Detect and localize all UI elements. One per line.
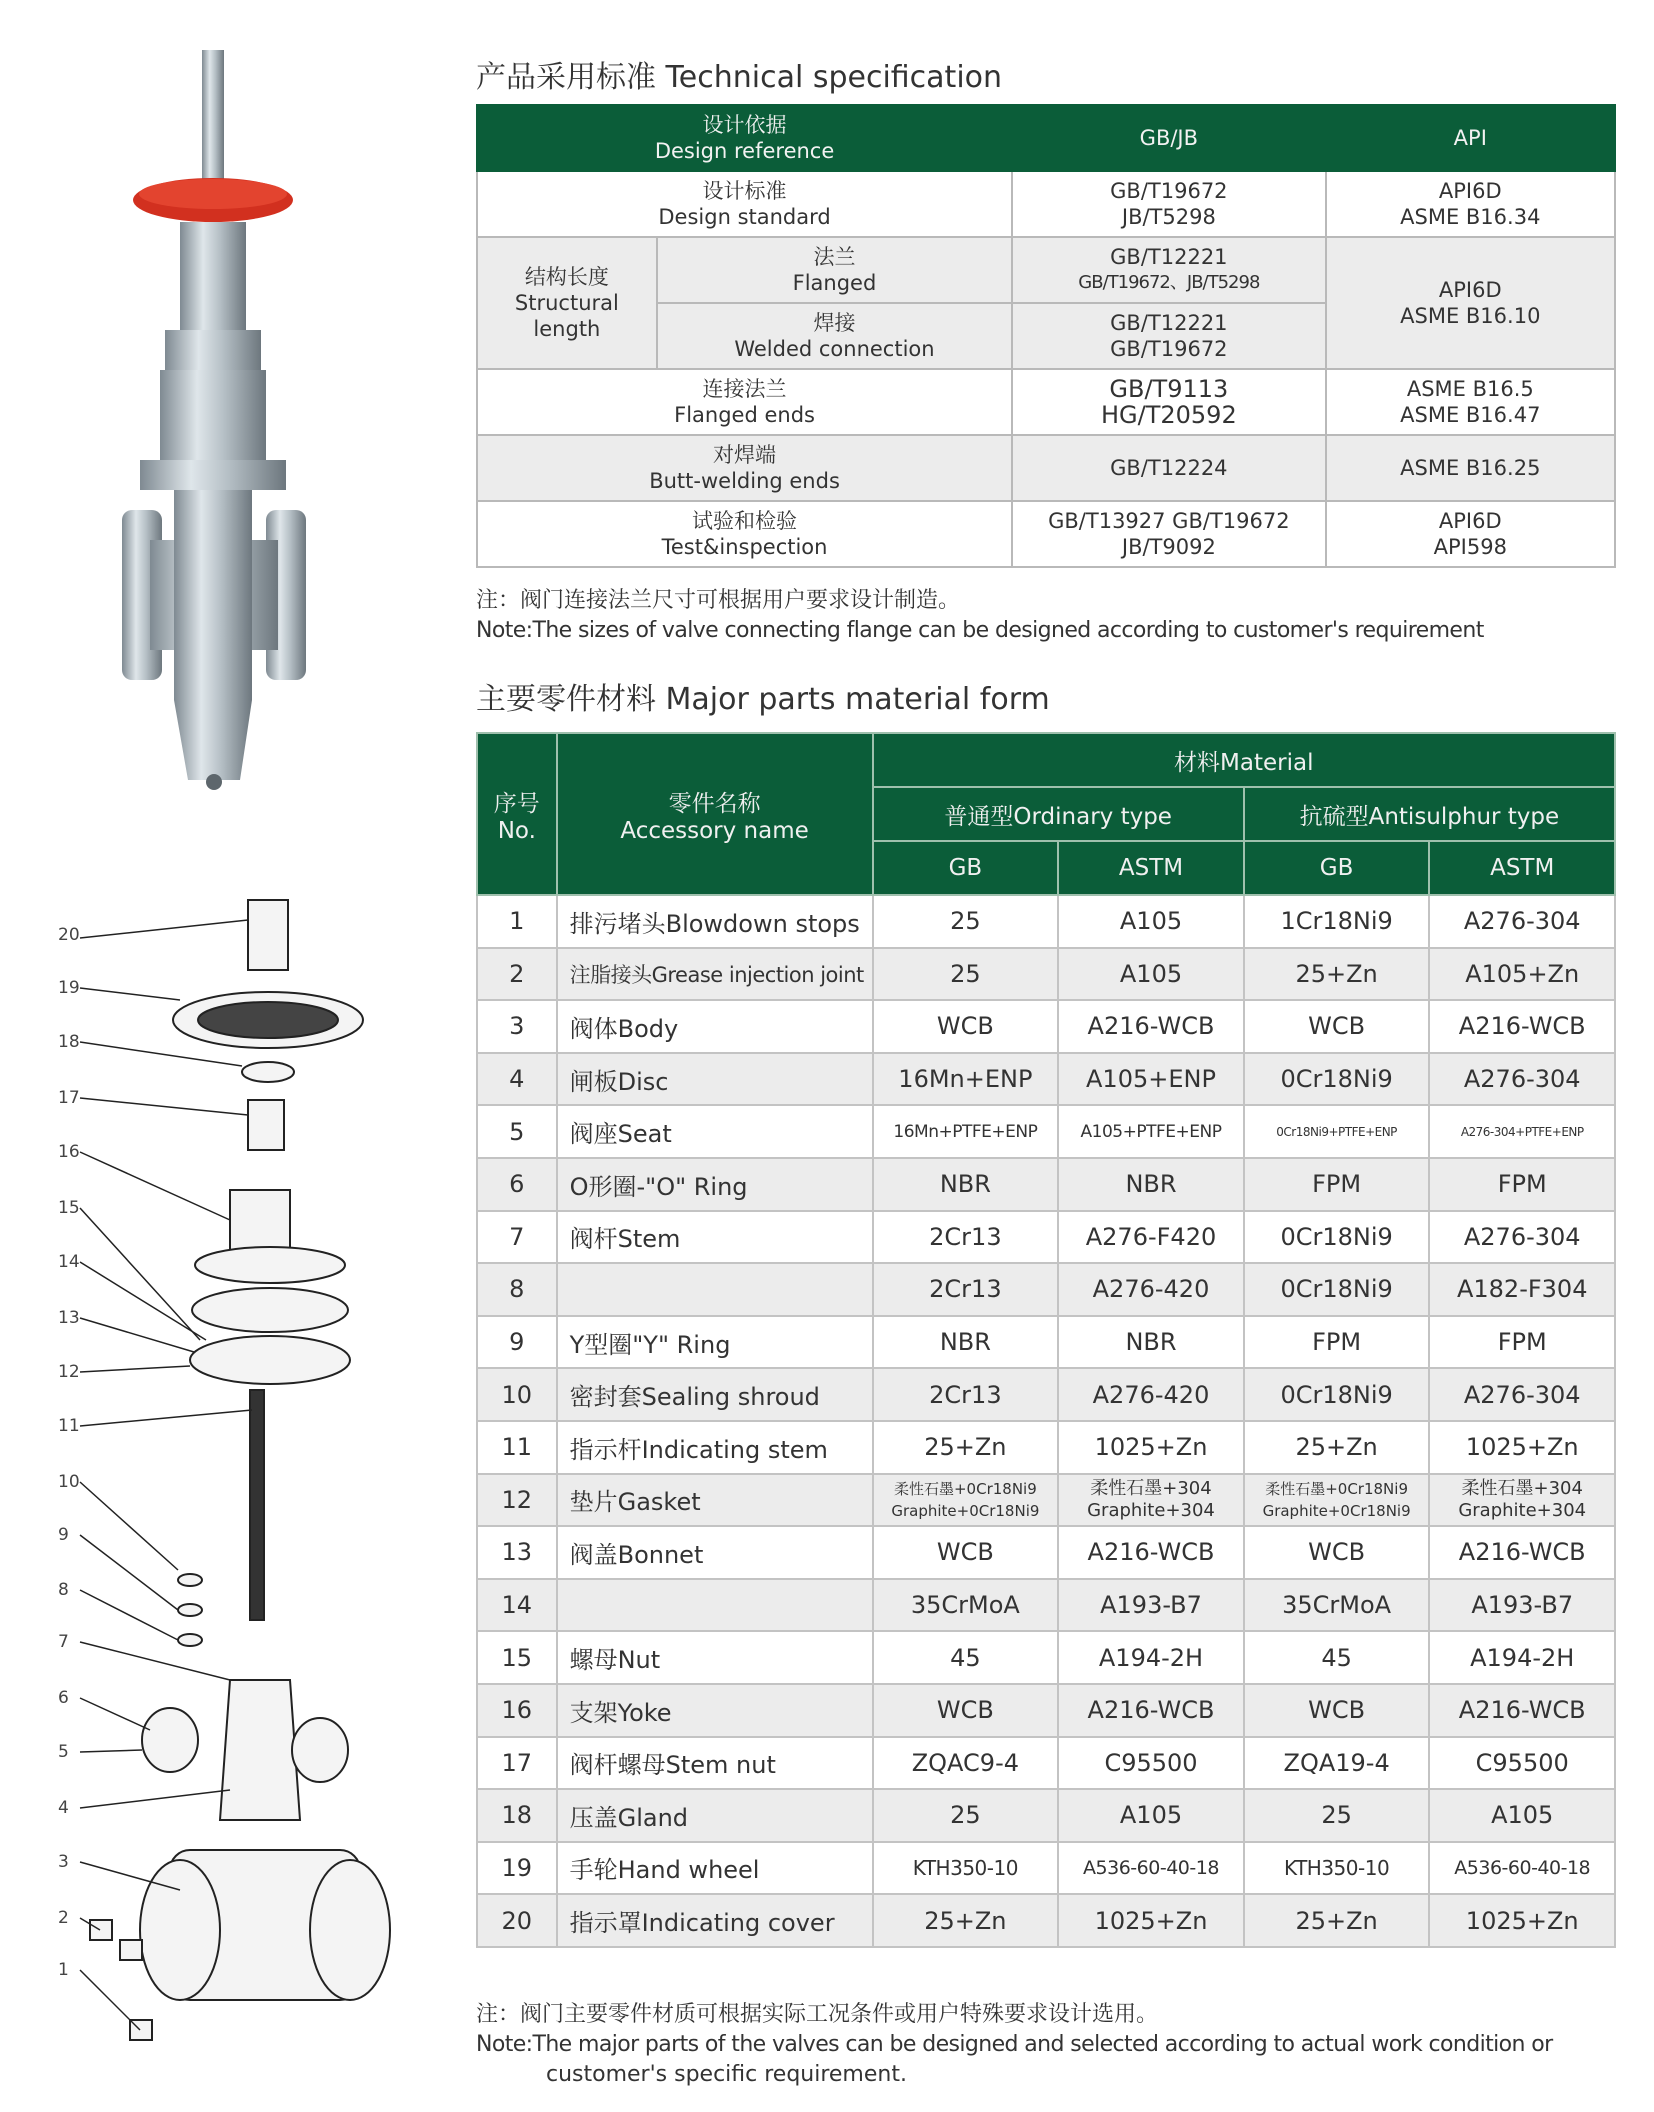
- valve-photo: [110, 40, 340, 800]
- header-material: 材料Material: [873, 733, 1615, 787]
- callout-1: 1: [58, 1960, 69, 1980]
- callout-19: 19: [58, 978, 80, 998]
- table-row: 20 指示罩Indicating cover 25+Zn 1025+Zn 25+Zn 1025+Zn: [477, 1894, 1615, 1947]
- parts-section-title: 主要零件材料 Major parts material form: [476, 682, 1050, 717]
- table-row: 6 O形圈-"O" Ring NBR NBR FPM FPM: [477, 1158, 1615, 1211]
- table-row: 2 注脂接头Grease injection joint 25 A105 25+Zn A105+Zn: [477, 948, 1615, 1001]
- table-row: 14 35CrMoA A193-B7 35CrMoA A193-B7: [477, 1579, 1615, 1632]
- header-api: API: [1326, 105, 1615, 171]
- table-row: 15 螺母Nut 45 A194-2H 45 A194-2H: [477, 1631, 1615, 1684]
- callout-17: 17: [58, 1088, 80, 1108]
- row-butt-welding: 对焊端 Butt-welding ends GB/T12224 ASME B16.25: [477, 435, 1615, 501]
- callout-7: 7: [58, 1632, 69, 1652]
- callout-11: 11: [58, 1416, 80, 1436]
- table-row: 10 密封套Sealing shroud 2Cr13 A276-420 0Cr18Ni9 A276-304: [477, 1368, 1615, 1421]
- callout-12: 12: [58, 1362, 80, 1382]
- table-row: 16 支架Yoke WCB A216-WCB WCB A216-WCB: [477, 1684, 1615, 1737]
- table-row: 17 阀杆螺母Stem nut ZQAC9-4 C95500 ZQA19-4 C95500: [477, 1737, 1615, 1790]
- parts-note: 注：阀门主要零件材质可根据实际工况条件或用户特殊要求设计选用。 Note:The major parts of the valves can be designed and selected according to actual work condition or customer's specific requirement.: [476, 2002, 1553, 2087]
- callout-14: 14: [58, 1252, 80, 1272]
- callout-6: 6: [58, 1688, 69, 1708]
- row-flanged-ends: 连接法兰 Flanged ends GB/T9113 HG/T20592 ASME B16.5 ASME B16.47: [477, 369, 1615, 435]
- callout-18: 18: [58, 1032, 80, 1052]
- header-astm-anti: ASTM: [1429, 841, 1615, 895]
- table-row: 11 指示杆Indicating stem 25+Zn 1025+Zn 25+Zn 1025+Zn: [477, 1421, 1615, 1474]
- row-flanged: 结构长度 Structural length 法兰 Flanged GB/T12221 GB/T19672、JB/T5298 API6D ASME B16.10: [477, 237, 1615, 303]
- header-no: 序号 No.: [477, 733, 557, 895]
- header-antisulphur-type: 抗硫型Antisulphur type: [1244, 787, 1615, 841]
- callout-13: 13: [58, 1308, 80, 1328]
- callout-9: 9: [58, 1525, 69, 1545]
- table-row: 1 排污堵头Blowdown stops 25 A105 1Cr18Ni9 A276-304: [477, 895, 1615, 948]
- table-row: 19 手轮Hand wheel KTH350-10 A536-60-40-18 KTH350-10 A536-60-40-18: [477, 1842, 1615, 1895]
- table-row: 4 闸板Disc 16Mn+ENP A105+ENP 0Cr18Ni9 A276-304: [477, 1053, 1615, 1106]
- spec-header-row: [477, 105, 1615, 171]
- spec-section-title: 产品采用标准 Technical specification: [476, 60, 1003, 95]
- header-ordinary-type: 普通型Ordinary type: [873, 787, 1244, 841]
- header-design-reference: 设计依据 Design reference: [477, 105, 1012, 171]
- callout-8: 8: [58, 1580, 69, 1600]
- table-row: 12 垫片Gasket 柔性石墨+0Cr18Ni9 Graphite+0Cr18Ni9 柔性石墨+304 Graphite+304 柔性石墨+0Cr18Ni9 Graphite+0Cr18Ni9 柔性石墨+304 Graphite+304: [477, 1474, 1615, 1527]
- parts-material-table: [476, 732, 1616, 1948]
- header-accessory-name: 零件名称 Accessory name: [557, 733, 873, 895]
- header-gb-anti: GB: [1244, 841, 1430, 895]
- callout-4: 4: [58, 1798, 69, 1818]
- callout-3: 3: [58, 1852, 69, 1872]
- spec-note: 注：阀门连接法兰尺寸可根据用户要求设计制造。 Note:The sizes of valve connecting flange can be designed according to customer's requirement: [476, 588, 1484, 643]
- table-row: 5 阀座Seat 16Mn+PTFE+ENP A105+PTFE+ENP 0Cr18Ni9+PTFE+ENP A276-304+PTFE+ENP: [477, 1105, 1615, 1158]
- callout-2: 2: [58, 1908, 69, 1928]
- table-row: 8 2Cr13 A276-420 0Cr18Ni9 A182-F304: [477, 1263, 1615, 1316]
- structural-length-cell: 结构长度 Structural length: [477, 237, 657, 369]
- callout-15: 15: [58, 1198, 80, 1218]
- header-gb: GB: [873, 841, 1059, 895]
- table-row: 13 阀盖Bonnet WCB A216-WCB WCB A216-WCB: [477, 1526, 1615, 1579]
- row-welded: 焊接 Welded connection GB/T12221 GB/T19672: [477, 303, 1615, 369]
- callout-16: 16: [58, 1142, 80, 1162]
- callout-5: 5: [58, 1742, 69, 1762]
- row-test-inspection: 试验和检验 Test&inspection GB/T13927 GB/T19672 JB/T9092 API6D API598: [477, 501, 1615, 567]
- table-row: 3 阀体Body WCB A216-WCB WCB A216-WCB: [477, 1000, 1615, 1053]
- exploded-parts-diagram: [30, 890, 450, 2050]
- header-gbjb: GB/JB: [1012, 105, 1325, 171]
- table-row: 7 阀杆Stem 2Cr13 A276-F420 0Cr18Ni9 A276-304: [477, 1211, 1615, 1264]
- row-design-standard: 设计标准 Design standard GB/T19672 JB/T5298 API6D ASME B16.34: [477, 171, 1615, 237]
- header-astm: ASTM: [1058, 841, 1244, 895]
- callout-20: 20: [58, 925, 80, 945]
- table-row: 18 压盖Gland 25 A105 25 A105: [477, 1789, 1615, 1842]
- table-row: 9 Y型圈"Y" Ring NBR NBR FPM FPM: [477, 1316, 1615, 1369]
- callout-10: 10: [58, 1472, 80, 1492]
- technical-spec-table: [476, 104, 1616, 568]
